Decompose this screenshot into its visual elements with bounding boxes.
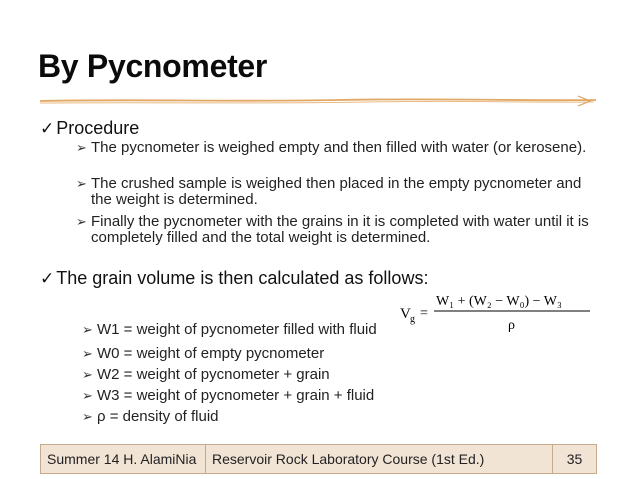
- definition-item: ➢ W3 = weight of pycnometer + grain + fluid: [82, 387, 375, 404]
- checkmark-icon: ✓: [40, 119, 55, 138]
- svg-text:g: g: [410, 314, 415, 325]
- arrow-bullet-icon: ➢: [82, 346, 93, 361]
- arrow-bullet-icon: ➢: [76, 140, 87, 155]
- grain-volume-formula: [398, 288, 593, 336]
- sub-item: ➢ The pycnometer is weighed empty and then filled with water (or kerosene).: [76, 139, 587, 156]
- bullet-procedure: ✓ Procedure: [40, 118, 140, 138]
- svg-text:V: V: [400, 306, 411, 322]
- definition-item: ➢ W0 = weight of empty pycnometer: [82, 345, 325, 362]
- sub-item: ➢ Finally the pycnometer with the grains in it is completed with water until it is completely filled and the total weight is determined.: [76, 213, 589, 246]
- footer-course: Reservoir Rock Laboratory Course (1st Ed.): [206, 445, 553, 473]
- bullet-grain-volume: ✓ The grain volume is then calculated as follows:: [40, 268, 429, 288]
- slide-title: By Pycnometer: [38, 48, 268, 84]
- definition-item: ➢ W2 = weight of pycnometer + grain: [82, 366, 330, 383]
- slide-footer: [40, 444, 597, 474]
- arrow-bullet-icon: ➢: [82, 388, 93, 403]
- definition-item: ➢ ρ = density of fluid: [82, 408, 219, 425]
- checkmark-icon: ✓: [40, 269, 55, 288]
- arrow-bullet-icon: ➢: [82, 322, 93, 337]
- svg-text:=: =: [420, 306, 428, 321]
- svg-text:W₁ + (W₂ − W₀) − W₃: W₁ + (W₂ − W₀) − W₃: [436, 294, 562, 309]
- arrow-bullet-icon: ➢: [82, 409, 93, 424]
- svg-text:ρ: ρ: [508, 318, 515, 333]
- definition-item: ➢ W1 = weight of pycnometer filled with fluid: [82, 321, 377, 338]
- page-number: 35: [566, 451, 583, 467]
- arrow-bullet-icon: ➢: [76, 214, 87, 229]
- arrow-bullet-icon: ➢: [76, 176, 87, 191]
- arrow-bullet-icon: ➢: [82, 367, 93, 382]
- title-divider: [38, 92, 598, 110]
- footer-author: Summer 14 H. AlamiNia: [41, 445, 206, 473]
- sub-item: ➢ The crushed sample is weighed then placed in the empty pycnometer and the weight is determined.: [76, 175, 582, 208]
